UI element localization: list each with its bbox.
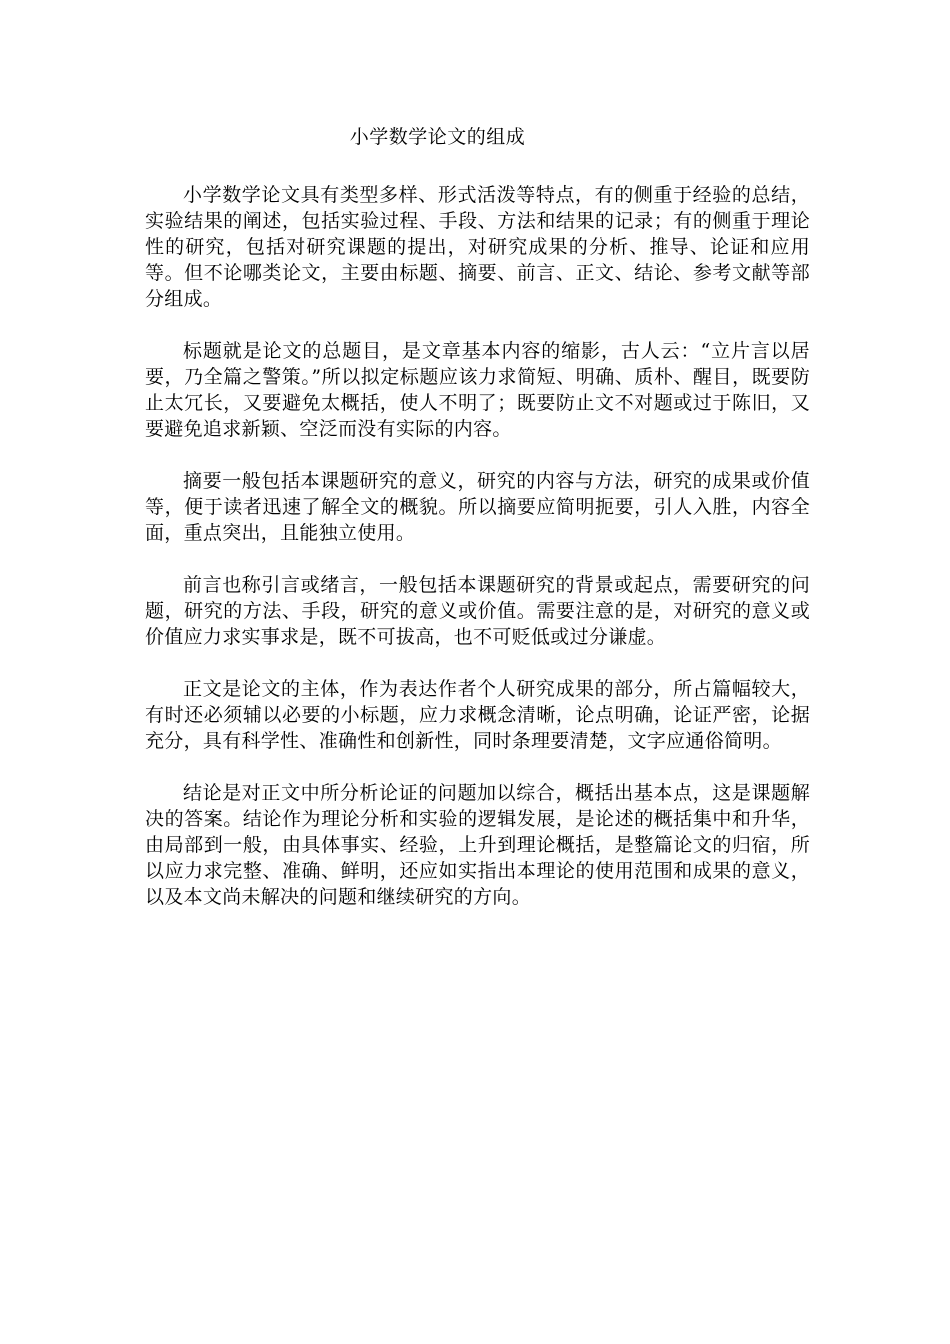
paragraph-body-section: 正文是论文的主体，作为表达作者个人研究成果的部分，所占篇幅较大，有时还必须辅以必要的小标题，应力求概念清晰，论点明确，论证严密，论据充分，具有科学性、准确性和创新性，同时条理要清楚，文字应通俗简明。 <box>145 678 810 752</box>
paragraph-abstract-section: 摘要一般包括本课题研究的意义，研究的内容与方法，研究的成果或价值等，便于读者迅速了解全文的概貌。所以摘要应简明扼要，引人入胜，内容全面，重点突出，且能独立使用。 <box>145 470 810 544</box>
paragraph-preface-section: 前言也称引言或绪言，一般包括本课题研究的背景或起点，需要研究的问题，研究的方法、手段，研究的意义或价值。需要注意的是，对研究的意义或价值应力求实事求是，既不可拔高，也不可贬低或过分谦虚。 <box>145 574 810 648</box>
paragraph-title-section: 标题就是论文的总题目，是文章基本内容的缩影，古人云：“立片言以居要，乃全篇之警策。”所以拟定标题应该力求简短、明确、质朴、醒目，既要防止太冗长，又要避免太概括，使人不明了；既要防止文不对题或过于陈旧，又要避免追求新颖、空泛而没有实际的内容。 <box>145 340 810 440</box>
document-page <box>145 122 810 936</box>
paragraph-intro: 小学数学论文具有类型多样、形式活泼等特点，有的侧重于经验的总结，实验结果的阐述，包括实验过程、手段、方法和结果的记录；有的侧重于理论性的研究，包括对研究课题的提出，对研究成果的分析、推导、论证和应用等。但不论哪类论文，主要由标题、摘要、前言、正文、结论、参考文献等部分组成。 <box>145 184 810 310</box>
document-title: 小学数学论文的组成 <box>349 126 526 148</box>
paragraph-conclusion-section: 结论是对正文中所分析论证的问题加以综合，概括出基本点，这是课题解决的答案。结论作为理论分析和实验的逻辑发展，是论述的概括集中和升华，由局部到一般，由具体事实、经验，上升到理论概括，是整篇论文的归宿，所以应力求完整、准确、鲜明，还应如实指出本理论的使用范围和成果的意义，以及本文尚未解决的问题和继续研究的方向。 <box>145 782 810 908</box>
